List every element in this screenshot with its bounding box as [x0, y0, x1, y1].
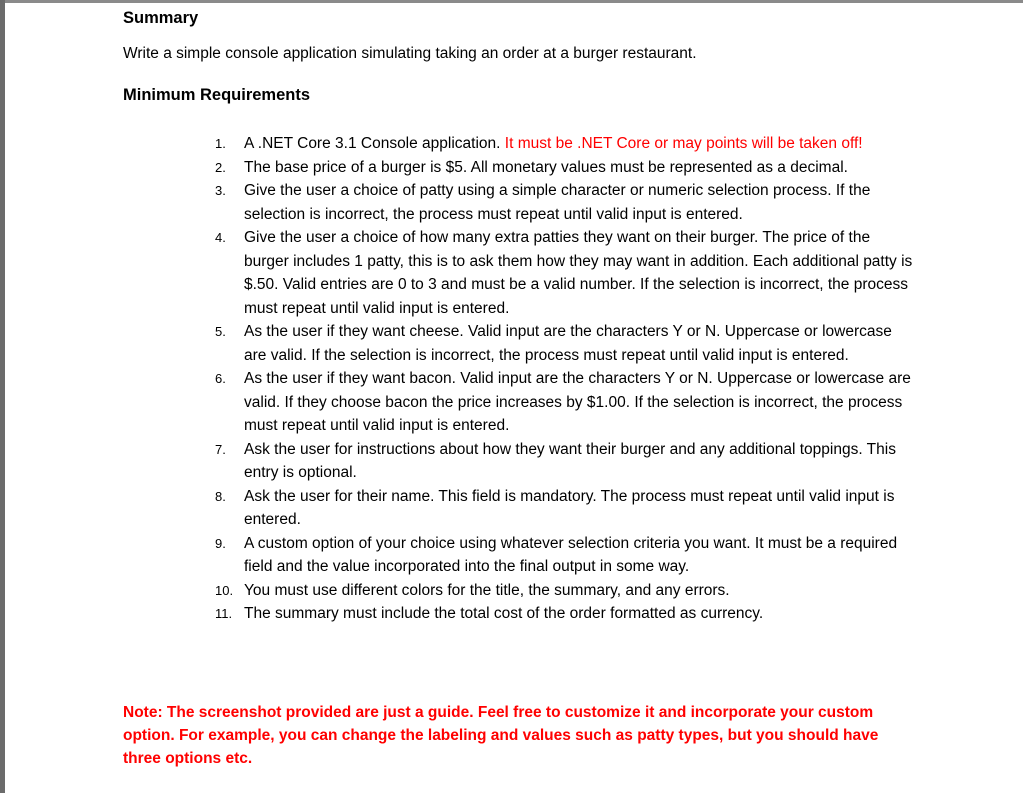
summary-heading: Summary	[123, 9, 199, 27]
item-text: As the user if they want cheese. Valid input are the characters Y or N. Uppercase or lowercase are valid. If the selection is incorrect, the process must repeat until valid input is entered.	[244, 323, 892, 364]
item-number: 11.	[215, 606, 233, 621]
requirement-item	[215, 179, 915, 226]
requirement-item	[215, 485, 915, 532]
item-text: Give the user a choice of patty using a simple character or numeric selection process. If the selection is incorrect, the process must repeat until valid input is entered.	[244, 182, 871, 223]
requirement-item	[215, 132, 915, 156]
item-number: 7.	[215, 441, 226, 457]
requirements-list	[215, 132, 915, 626]
item-text: Ask the user for their name. This field is mandatory. The process must repeat until valid input is entered.	[244, 487, 895, 528]
requirement-item	[215, 367, 915, 438]
item-number: 4.	[215, 230, 226, 245]
item-text: You must use different colors for the title, the summary, and any errors.	[244, 581, 730, 599]
item-text: As the user if they want bacon. Valid input are the characters Y or N. Uppercase or lowercase are valid. If they choose bacon the price increases by $1.00. If the selection is incorrect, the process must repeat until valid input is entered.	[244, 370, 911, 434]
top-border	[0, 0, 1023, 3]
item-text: The summary must include the total cost of the order formatted as currency.	[244, 605, 764, 622]
requirement-item	[215, 438, 915, 485]
requirements-heading: Minimum Requirements	[123, 86, 311, 104]
requirement-item	[215, 532, 915, 579]
requirement-item	[215, 579, 915, 603]
item-number: 10.	[215, 582, 234, 598]
requirement-item	[215, 602, 915, 626]
item-number: 5.	[215, 324, 226, 339]
item-number: 8.	[215, 488, 226, 504]
requirement-item	[215, 226, 915, 320]
item-text: A custom option of your choice using whatever selection criteria you want. It must be a required field and the value incorporated into the final output in some way.	[244, 534, 898, 575]
requirement-item	[215, 156, 915, 180]
item-number: 3.	[215, 183, 226, 198]
item-text: Give the user a choice of how many extra patties they want on their burger. The price of the burger includes 1 patty, this is to ask them how they may want in addition. Each additional patty is $.50. Valid entries are 0 to 3 and must be a valid number. If the selection is incorrect, the process must repeat until valid input is entered.	[244, 229, 913, 317]
item-number: 1.	[215, 136, 226, 151]
item-text: Ask the user for instructions about how they want their burger and any additional toppings. This entry is optional.	[244, 440, 896, 481]
item-number: 6.	[215, 371, 226, 386]
item-warning: It must be .NET Core or may points will be taken off!	[504, 135, 863, 152]
item-text: The base price of a burger is $5. All monetary values must be represented as a decimal.	[244, 158, 848, 176]
item-text: A .NET Core 3.1 Console application.	[244, 135, 501, 152]
item-number: 9.	[215, 535, 226, 551]
summary-text: Write a simple console application simulating taking an order at a burger restaurant.	[123, 45, 697, 62]
note-text: Note: The screenshot provided are just a guide. Feel free to customize it and incorporate your custom option. For example, you can change the labeling and values such as patty types, but you should have three options etc.	[123, 704, 879, 767]
item-number: 2.	[215, 159, 226, 175]
requirement-item	[215, 320, 915, 367]
left-border	[0, 0, 5, 793]
